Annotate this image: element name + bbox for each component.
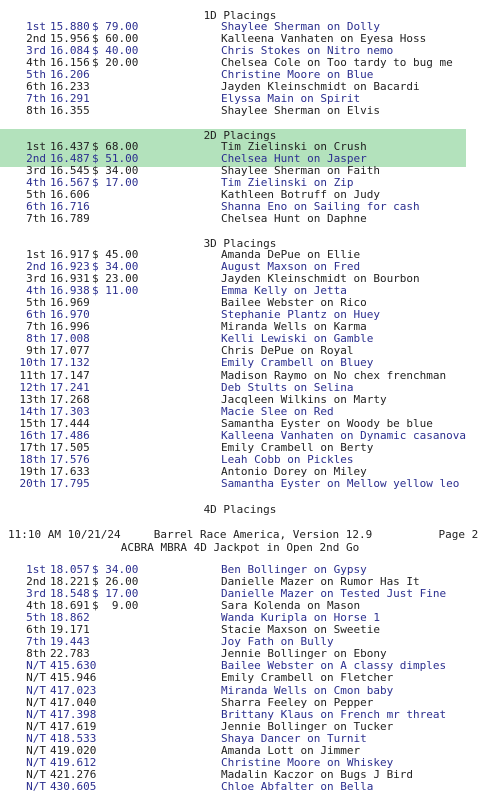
placing-row [0, 382, 480, 394]
placing-rank: 2nd [26, 575, 46, 589]
run-time: 16.567 [50, 176, 90, 190]
run-time: 16.355 [50, 104, 90, 118]
rider-horse: Chris DePue on Royal [221, 344, 354, 358]
rider-horse: Sharra Feeley on Pepper [221, 695, 374, 709]
rider-horse: Bailee Webster on A classy dimples [221, 659, 447, 673]
rider-horse: Shaylee Sherman on Faith [221, 164, 380, 178]
rider-horse: Shaya Dancer on Turnit [221, 731, 367, 745]
rider-horse: Chelsea Hunt on Jasper [221, 152, 367, 166]
rider-horse: Emily Crambell on Bluey [221, 356, 374, 370]
placing-row [0, 418, 480, 430]
placing-rank: 4th [26, 176, 46, 190]
run-time: 16.970 [50, 308, 90, 322]
placing-rank: 8th [26, 647, 46, 661]
placing-rank: 9th [26, 344, 46, 358]
run-time: 18.057 [50, 563, 90, 576]
rider-horse: Christine Moore on Blue [221, 68, 374, 82]
run-time: 22.783 [50, 647, 90, 661]
placing-rank: 16th [19, 428, 46, 442]
placing-row [0, 105, 480, 117]
run-time: 18.548 [50, 587, 90, 601]
placing-rank: 4th [26, 284, 46, 298]
placing-rank: 13th [19, 392, 46, 406]
placing-rank: 19th [19, 464, 46, 478]
rider-horse: Brittany Klaus on French mr threat [221, 707, 447, 721]
placing-rank: N/T [26, 755, 46, 769]
run-time: 417.023 [50, 683, 97, 697]
rider-horse: Bailee Webster on Rico [221, 296, 367, 310]
rider-horse: Jacqleen Wilkins on Marty [221, 392, 387, 406]
rider-horse: Macie Slee on Red [221, 404, 334, 418]
placing-rank: 6th [26, 623, 46, 637]
run-time: 419.020 [50, 743, 97, 757]
rider-horse: Amanda Lott on Jimmer [221, 743, 361, 757]
run-time: 17.241 [50, 380, 90, 394]
placing-row [0, 213, 480, 225]
placing-rank: N/T [26, 779, 46, 793]
placing-rank: 7th [26, 635, 46, 649]
run-time: 16.233 [50, 80, 90, 94]
rider-horse: Shaylee Sherman on Elvis [221, 104, 380, 118]
placing-rank: 12th [19, 380, 46, 394]
placing-row [0, 697, 480, 709]
placing-row [0, 781, 480, 793]
placing-row [0, 721, 480, 733]
placing-row [0, 478, 480, 490]
placing-row [0, 709, 480, 721]
run-time: 17.486 [50, 428, 90, 442]
rider-horse: Deb Stults on Selina [221, 380, 354, 394]
run-time: 16.291 [50, 92, 90, 106]
rider-horse: Danielle Mazer on Tested Just Fine [221, 587, 447, 601]
placing-rank: 18th [19, 452, 46, 466]
rider-horse: Stacie Maxson on Sweetie [221, 623, 380, 637]
placing-rank: 7th [26, 320, 46, 334]
rider-horse: Shaylee Sherman on Dolly [221, 20, 380, 33]
placing-rank: 6th [26, 308, 46, 322]
run-time: 16.996 [50, 320, 90, 334]
rider-horse: Tim Zielinski on Zip [221, 176, 354, 190]
placing-row [0, 757, 480, 769]
rider-horse: Chris Stokes on Nitro nemo [221, 44, 394, 58]
run-time: 15.880 [50, 20, 90, 33]
rider-horse: Chloe Abfalter on Bella [221, 779, 374, 793]
run-time: 16.084 [50, 44, 90, 58]
prize-amount: $ 17.00 [92, 587, 139, 601]
rider-horse: Emily Crambell on Fletcher [221, 671, 394, 685]
placing-rank: 2nd [26, 152, 46, 166]
placing-rank: 11th [19, 368, 46, 382]
placing-rank: 6th [26, 80, 46, 94]
placing-rank: N/T [26, 719, 46, 733]
placing-row [0, 685, 480, 697]
run-time: 18.862 [50, 611, 90, 625]
section-heading: 2D Placings [203, 129, 277, 142]
run-time: 417.619 [50, 719, 97, 733]
rider-horse: Antonio Dorey on Miley [221, 464, 367, 478]
rider-horse: Miranda Wells on Cmon baby [221, 683, 394, 697]
run-time: 415.630 [50, 659, 97, 673]
run-time: 430.605 [50, 779, 97, 793]
run-time: 417.398 [50, 707, 97, 721]
run-time: 16.923 [50, 260, 90, 274]
run-time: 17.303 [50, 404, 90, 418]
placing-rank: 4th [26, 56, 46, 70]
placing-rank: 1st [26, 140, 46, 153]
placing-rank: 1st [26, 20, 46, 33]
run-time: 17.268 [50, 392, 90, 406]
run-time: 16.156 [50, 56, 90, 70]
run-time: 17.795 [50, 476, 90, 490]
placing-rank: 2nd [26, 260, 46, 274]
run-time: 16.938 [50, 284, 90, 298]
run-time: 16.545 [50, 164, 90, 178]
rider-horse: Emma Kelly on Jetta [221, 284, 347, 298]
prize-amount: $ 34.00 [92, 563, 139, 576]
rider-horse: Samantha Eyster on Mellow yellow leo [221, 476, 460, 490]
prize-amount: $ 20.00 [92, 56, 139, 70]
run-time: 16.969 [50, 296, 90, 310]
placing-rank: N/T [26, 707, 46, 721]
run-time: 419.612 [50, 755, 97, 769]
prize-amount: $ 11.00 [92, 284, 139, 298]
run-time: 17.505 [50, 440, 90, 454]
placing-rank: 15th [19, 416, 46, 430]
prize-amount: $ 51.00 [92, 152, 139, 166]
run-time: 16.931 [50, 272, 90, 286]
rider-horse: Stephanie Plantz on Huey [221, 308, 380, 322]
run-time: 18.691 [50, 599, 90, 613]
placing-row [0, 745, 480, 757]
report-header-line: 11:10 AM 10/21/24 Barrel Race America, Version 12.9 Page 2 [8, 528, 479, 541]
prize-amount: $ 34.00 [92, 260, 139, 274]
run-time: 18.221 [50, 575, 90, 589]
placing-rank: 10th [19, 356, 46, 370]
rider-horse: Danielle Mazer on Rumor Has It [221, 575, 420, 589]
placing-rank: 5th [26, 68, 46, 82]
prize-amount: $ 79.00 [92, 20, 139, 33]
rider-horse: Kathleen Botruff on Judy [221, 188, 380, 202]
rider-horse: Amanda DePue on Ellie [221, 248, 361, 261]
placing-rank: N/T [26, 683, 46, 697]
rider-horse: Miranda Wells on Karma [221, 320, 367, 334]
placing-rank: 3rd [26, 44, 46, 58]
rider-horse: Jayden Kleinschmidt on Bourbon [221, 272, 420, 286]
rider-horse: Shanna Eno on Sailing for cash [221, 200, 420, 214]
prize-amount: $ 17.00 [92, 176, 139, 190]
placing-rank: 5th [26, 188, 46, 202]
placing-rank: 14th [19, 404, 46, 418]
rider-horse: Jennie Bollinger on Tucker [221, 719, 394, 733]
prize-amount: $ 23.00 [92, 272, 139, 286]
run-time: 415.946 [50, 671, 97, 685]
run-time: 418.533 [50, 731, 97, 745]
placing-rank: 17th [19, 440, 46, 454]
run-time: 17.147 [50, 368, 90, 382]
placing-rank: 7th [26, 92, 46, 106]
section-heading: 4D Placings [203, 503, 277, 516]
prize-amount: $ 26.00 [92, 575, 139, 589]
run-time: 16.606 [50, 188, 90, 202]
placing-rank: 3rd [26, 272, 46, 286]
rider-horse: Kelli Lewiski on Gamble [221, 332, 374, 346]
placing-row [0, 394, 480, 406]
run-time: 17.444 [50, 416, 90, 430]
run-time: 17.132 [50, 356, 90, 370]
placing-rank: 8th [26, 332, 46, 346]
run-time: 421.276 [50, 767, 97, 781]
rider-horse: Ben Bollinger on Gypsy [221, 563, 367, 576]
prize-amount: $ 40.00 [92, 44, 139, 58]
prize-amount: $ 34.00 [92, 164, 139, 178]
placing-rank: N/T [26, 659, 46, 673]
rider-horse: Chelsea Cole on Too tardy to bug me [221, 56, 453, 70]
placing-rank: 3rd [26, 164, 46, 178]
placing-rank: 4th [26, 599, 46, 613]
rider-horse: August Maxson on Fred [221, 260, 361, 274]
prize-amount: $ 45.00 [92, 248, 139, 261]
rider-horse: Chelsea Hunt on Daphne [221, 212, 367, 226]
placing-rank: 7th [26, 212, 46, 226]
run-time: 15.956 [50, 32, 90, 46]
placing-row [0, 357, 480, 369]
rider-horse: Samantha Eyster on Woody be blue [221, 416, 433, 430]
prize-amount: $ 68.00 [92, 140, 139, 153]
placing-rank: 1st [26, 248, 46, 261]
placing-rank: 2nd [26, 32, 46, 46]
section-heading: 3D Placings [203, 237, 277, 250]
rider-horse: Joy Fath on Bully [221, 635, 334, 649]
rider-horse: Kalleena Vanhaten on Eyesa Hoss [221, 32, 427, 46]
run-time: 16.789 [50, 212, 90, 226]
placing-rank: 5th [26, 611, 46, 625]
rider-horse: Madalin Kaczor on Bugs J Bird [221, 767, 414, 781]
placing-rank: 1st [26, 563, 46, 576]
rider-horse: Kalleena Vanhaten on Dynamic casanova [221, 428, 467, 442]
placing-rank: N/T [26, 767, 46, 781]
run-time: 17.008 [50, 332, 90, 346]
placing-row [0, 672, 480, 684]
placing-rank: N/T [26, 743, 46, 757]
placing-rank: 20th [19, 476, 46, 490]
prize-amount: $ 60.00 [92, 32, 139, 46]
placing-rank: N/T [26, 671, 46, 685]
rider-horse: Tim Zielinski on Crush [221, 140, 367, 153]
run-time: 19.443 [50, 635, 90, 649]
rider-horse: Wanda Kuripla on Horse 1 [221, 611, 380, 625]
run-time: 16.206 [50, 68, 90, 82]
placing-rank: 5th [26, 296, 46, 310]
placing-rank: 8th [26, 104, 46, 118]
rider-horse: Sara Kolenda on Mason [221, 599, 361, 613]
placing-row [0, 370, 480, 382]
run-time: 16.487 [50, 152, 90, 166]
rider-horse: Emily Crambell on Berty [221, 440, 374, 454]
event-title: ACBRA MBRA 4D Jackpot in Open 2nd Go [120, 541, 360, 554]
run-time: 17.077 [50, 344, 90, 358]
prize-amount: $ 9.00 [92, 599, 139, 613]
section-heading: 1D Placings [203, 9, 277, 22]
placing-rank: N/T [26, 731, 46, 745]
rider-horse: Leah Cobb on Pickles [221, 452, 354, 466]
placing-rank: 3rd [26, 587, 46, 601]
placing-rank: 6th [26, 200, 46, 214]
placing-row [0, 406, 480, 418]
rider-horse: Elyssa Main on Spirit [221, 92, 361, 106]
rider-horse: Christine Moore on Whiskey [221, 755, 394, 769]
rider-horse: Jayden Kleinschmidt on Bacardi [221, 80, 420, 94]
run-time: 19.171 [50, 623, 90, 637]
rider-horse: Jennie Bollinger on Ebony [221, 647, 387, 661]
placing-row [0, 442, 480, 454]
rider-horse: Madison Raymo on No chex frenchman [221, 368, 447, 382]
placing-row [0, 733, 480, 745]
run-time: 16.716 [50, 200, 90, 214]
run-time: 16.437 [50, 140, 90, 153]
run-time: 417.040 [50, 695, 97, 709]
placing-rank: N/T [26, 695, 46, 709]
run-time: 16.917 [50, 248, 90, 261]
run-time: 17.633 [50, 464, 90, 478]
placing-row [0, 430, 480, 442]
run-time: 17.576 [50, 452, 90, 466]
